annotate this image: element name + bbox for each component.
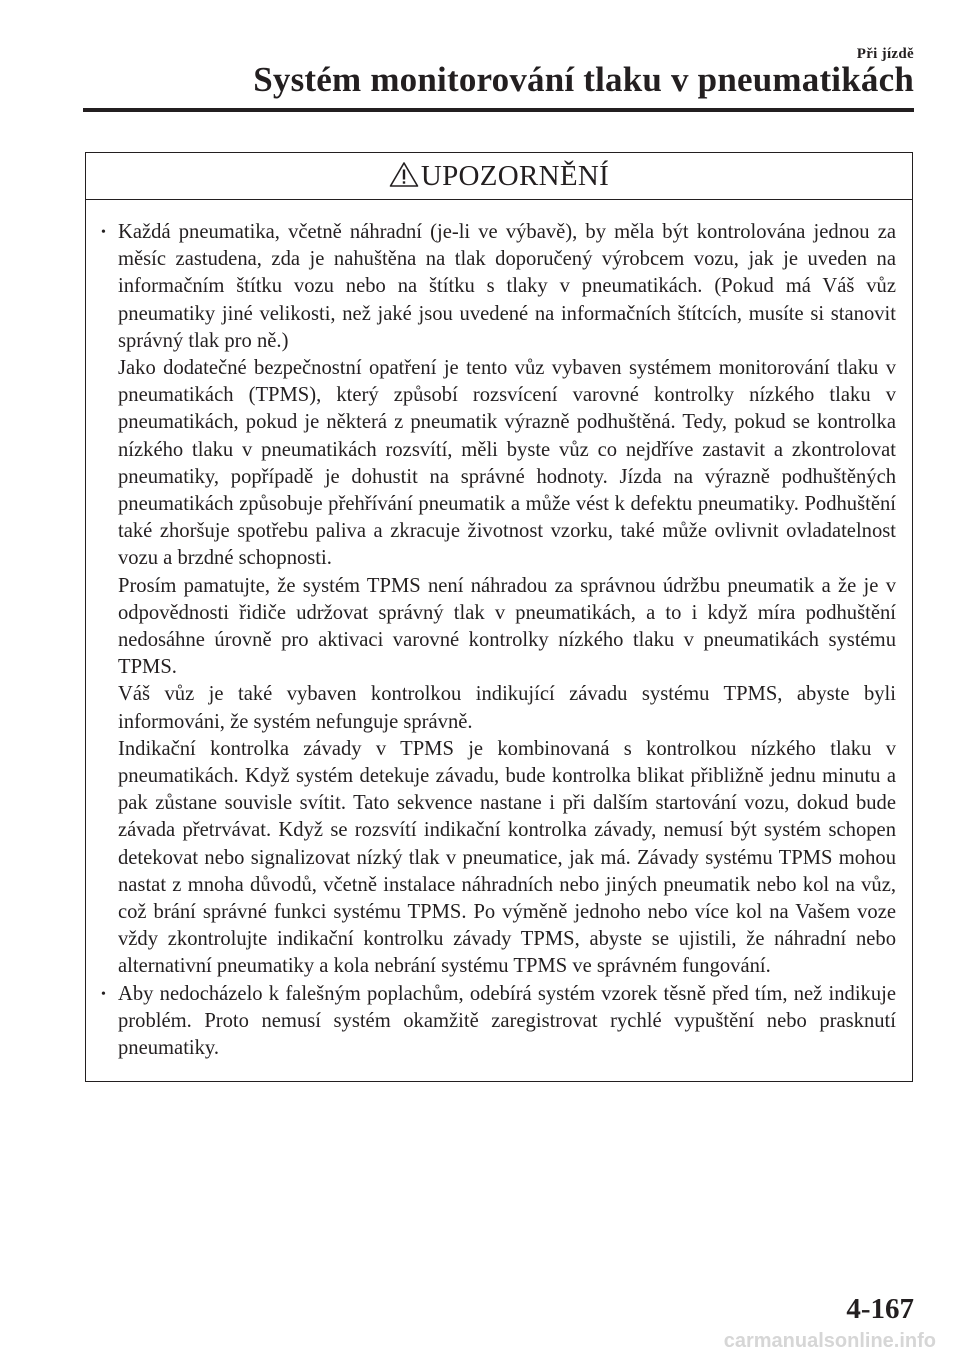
item-text [118, 219, 896, 981]
paragraph: Každá pneumatika, včetně náhradní (je-li ve výbavě), by měla být kontrolována jednou za měsíc zastudena, zda je nahuštěna na tlak doporučený výrobcem vozu, jak je uveden na informačním štítku vozu nebo na štítku s tlaky v pneumatikách. (Pokud má Váš vůz pneumatiky jiné velikosti, než jaké jsou uvedené na informačních štítcích, musíte si stanovit správný tlak pro ně.) [118, 221, 896, 352]
title-rule [83, 108, 914, 112]
notice-box [85, 152, 913, 1082]
bullet: • [101, 986, 106, 1002]
paragraph: Jako dodatečné bezpečnostní opatření je tento vůz vybaven systémem monitorování tlaku v pneumatikách (TPMS), který způsobí rozsvícení varovné kontrolky nízkého tlaku v pneumatikách, pokud je některá z pneumatik výrazně podhuštěná. Tedy, pokud se kontrolka nízkého tlaku v pneumatikách rozsvítí, měli byste vůz co nejdříve zastavit a zkontrolovat pneumatiky, popřípadě je dohustit na správné hodnoty. Jízda na výrazně podhuštěných pneumatikách způsobuje přehřívání pneumatik a může vést k defektu pneumatiky. Podhuštění také zhoršuje spotřebu paliva a zkracuje životnost vzorku, také může ovlivnit ovladatelnost vozu a brzdné schopnosti. [118, 357, 896, 570]
section-label: Při jízdě [856, 46, 914, 62]
paragraph: Indikační kontrolka závady v TPMS je kombinovaná s kontrolkou nízkého tlaku v pneumatikách. Když systém detekuje závadu, bude kontrolka blikat přibližně jednu minutu a pak zůstane souvisle svítit. Tato sekvence nastane i při dalším startování vozu, dokud bude závada přetrvávat. Když se rozsvítí indikační kontrolka závady, nemusí být systém schopen detekovat nebo signalizovat nízký tlak v pneumatice, jak má. Závady systému TPMS mohou nastat z mnoha důvodů, včetně instalace náhradních nebo jiných pneumatik nebo kol na vůz, což brání správné funkci systému TPMS. Po výměně jednoho nebo více kol na Vašem voze vždy zkontrolujte indikační kontrolku závady TPMS, abyste se ujistili, že náhradní nebo alternativní pneumatiky a kola nebrání systému TPMS ve správném fungování. [118, 737, 896, 978]
item-text [118, 981, 896, 1063]
bullet: • [101, 225, 106, 240]
warning-triangle-icon [389, 161, 419, 188]
paragraph: Prosím pamatujte, že systém TPMS není náhradou za správnou údržbu pneumatik a že je v odpovědnosti řidiče udržovat správný tlak v pneumatikách, a to i když míra podhuštění nedosáhne úrovně pro aktivaci varovné kontrolky nízkého tlaku v pneumatikách systému TPMS. [118, 574, 896, 679]
notice-title: UPOZORNĚNÍ [420, 159, 610, 192]
notice-item [101, 219, 896, 981]
paragraph: Aby nedocházelo k falešným poplachům, odebírá systém vzorek těsně před tím, než indikuje problém. Proto nemusí systém okamžitě zaregistrovat rychlé vypuštění nebo prasknutí pneumatiky. [118, 982, 896, 1060]
notice-item [101, 981, 896, 1063]
paragraph: Váš vůz je také vybaven kontrolkou indikující závadu systému TPMS, abyste byli informováni, že systém nefunguje správně. [118, 683, 896, 733]
notice-header [86, 153, 912, 200]
page-number: 4-167 [846, 1293, 914, 1325]
notice-body [86, 200, 912, 1062]
watermark: carmanualsonline.info [723, 1330, 936, 1352]
page-title: Systém monitorování tlaku v pneumatikách [253, 60, 914, 99]
